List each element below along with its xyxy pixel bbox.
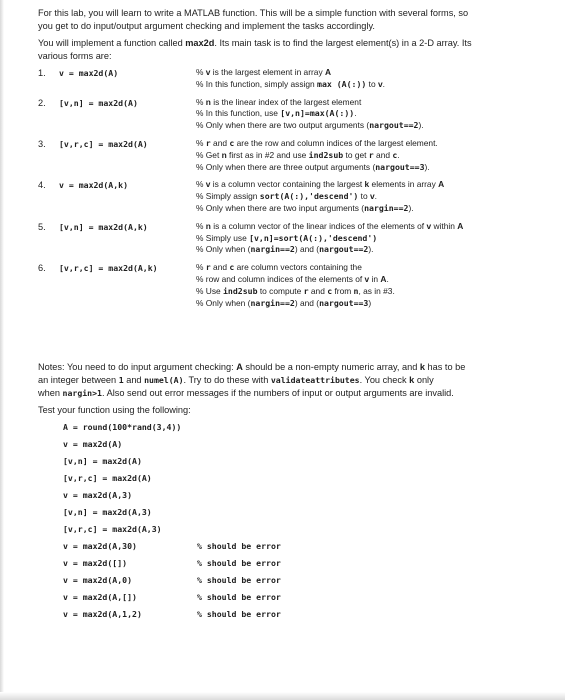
text-run: % Only when there are two output arguments ( bbox=[196, 120, 370, 131]
code-token: nargin==2 bbox=[250, 297, 295, 308]
text-run: from bbox=[332, 285, 354, 296]
description-line bbox=[196, 162, 553, 174]
page-left-edge-shadow bbox=[0, 0, 4, 700]
description-line bbox=[196, 150, 553, 162]
text-run: . bbox=[374, 191, 377, 202]
text-run: is the linear index of the largest element bbox=[210, 96, 362, 107]
form-number: 3. bbox=[38, 138, 46, 149]
text-run: % Simply assign bbox=[196, 191, 260, 202]
text-run: . bbox=[382, 78, 385, 89]
code-token: validateattributes bbox=[270, 375, 360, 386]
text-run: is a column vector of the linear indices of the elements of bbox=[210, 220, 427, 231]
function-forms-list bbox=[38, 67, 553, 309]
bold-token: v bbox=[205, 179, 211, 190]
text-run: to compute bbox=[257, 285, 304, 296]
bold-token: v bbox=[426, 220, 432, 231]
test-comment: % should be error bbox=[197, 575, 281, 586]
bold-token: v bbox=[364, 273, 370, 284]
description-line bbox=[196, 179, 553, 191]
text-run: is a column vector containing the largest bbox=[210, 179, 365, 190]
bold-token: v bbox=[370, 191, 375, 202]
form-number: 6. bbox=[38, 263, 46, 274]
text-run: an integer between bbox=[38, 375, 119, 386]
form-number: 4. bbox=[38, 180, 46, 191]
test-code: v = max2d([]) bbox=[63, 558, 128, 569]
test-code-line bbox=[63, 487, 553, 504]
form-call-syntax: [v,n] = max2d(A) bbox=[59, 97, 138, 108]
text-run: are column vectors containing the bbox=[234, 262, 362, 273]
bold-token: k bbox=[419, 362, 425, 373]
form-call-syntax: [v,n] = max2d(A,k) bbox=[59, 221, 148, 232]
code-token: numel(A) bbox=[144, 375, 184, 386]
test-code-line bbox=[63, 589, 553, 606]
form-description bbox=[196, 97, 553, 132]
text-run: ) and ( bbox=[294, 244, 320, 255]
code-token: r bbox=[205, 137, 211, 148]
bold-token: A bbox=[324, 67, 332, 77]
function-name: max2d bbox=[185, 38, 215, 48]
bold-token: n bbox=[221, 149, 227, 160]
description-line bbox=[196, 262, 553, 274]
code-token: max (A(:)) bbox=[317, 78, 367, 89]
text-run: when bbox=[38, 388, 63, 399]
page-bottom-edge-shadow bbox=[0, 692, 565, 700]
test-code-block bbox=[63, 419, 553, 623]
text-run: ). bbox=[424, 161, 430, 172]
text-run: to get bbox=[343, 149, 369, 160]
text-run: % bbox=[196, 179, 206, 190]
function-form-item bbox=[38, 221, 553, 256]
blank-space bbox=[38, 315, 553, 361]
form-description bbox=[196, 179, 553, 214]
bold-token: A bbox=[457, 220, 464, 231]
form-description bbox=[196, 67, 553, 91]
test-code-line bbox=[63, 555, 553, 572]
notes-line bbox=[38, 361, 553, 374]
test-code: [v,n] = max2d(A,3) bbox=[63, 507, 152, 518]
code-token: 1 bbox=[118, 375, 124, 386]
bold-token: n bbox=[205, 220, 211, 231]
description-line bbox=[196, 203, 553, 215]
test-code: v = max2d(A) bbox=[63, 439, 123, 450]
text-run: only bbox=[414, 375, 434, 386]
implement-text-pre: You will implement a function called bbox=[38, 38, 186, 48]
description-line bbox=[196, 298, 553, 310]
text-run: should be a non-empty numeric array, and bbox=[242, 362, 420, 373]
text-run: % Only when there are two input arguments ( bbox=[196, 202, 365, 213]
test-code: v = max2d(A,1,2) bbox=[63, 609, 142, 620]
code-token: nargout==3 bbox=[375, 161, 425, 172]
text-run: has to be bbox=[425, 362, 466, 373]
form-number: 5. bbox=[38, 221, 46, 232]
text-run: in bbox=[369, 273, 381, 284]
notes-line bbox=[38, 387, 553, 400]
description-line bbox=[196, 138, 553, 150]
form-call-syntax: v = max2d(A) bbox=[59, 68, 119, 78]
form-call-syntax: [v,r,c] = max2d(A) bbox=[59, 138, 148, 149]
implement-line-2: various forms are: bbox=[38, 51, 112, 61]
text-run: . bbox=[354, 108, 357, 119]
text-run: % In this function, simply assign bbox=[196, 78, 318, 89]
code-token: nargout==2 bbox=[319, 244, 369, 255]
code-token: [v,n]=max(A(:)) bbox=[280, 108, 355, 119]
test-code-line bbox=[63, 470, 553, 487]
code-token: nargout==2 bbox=[369, 120, 419, 131]
code-token: c bbox=[229, 137, 235, 148]
text-run: first as in #2 and use bbox=[226, 149, 309, 160]
text-run: ) bbox=[368, 297, 372, 308]
function-form-item bbox=[38, 179, 553, 214]
bold-token: v bbox=[205, 67, 211, 77]
description-line bbox=[196, 191, 553, 203]
bold-token: k bbox=[364, 179, 370, 190]
code-token: r bbox=[205, 262, 211, 273]
text-run: % Only when ( bbox=[196, 244, 251, 255]
text-run: and bbox=[210, 262, 230, 273]
text-run: Notes: You need to do input argument checking: bbox=[38, 362, 237, 373]
form-description bbox=[196, 262, 553, 309]
description-line bbox=[196, 244, 553, 256]
code-token: c bbox=[327, 285, 333, 296]
test-code-line bbox=[63, 436, 553, 453]
text-run: % bbox=[196, 262, 206, 273]
code-token: nargin>1 bbox=[62, 388, 102, 399]
implement-text-post: . Its main task is to find the largest element(s) in a 2-D array. Its bbox=[214, 38, 472, 48]
function-form-item bbox=[38, 67, 553, 91]
code-token: ind2sub bbox=[223, 285, 258, 296]
test-code: A = round(100*rand(3,4)) bbox=[63, 422, 182, 433]
code-token: [v,n]=sort(A(:),'descend') bbox=[249, 232, 378, 243]
description-line bbox=[196, 233, 553, 245]
text-run: . Also send out error messages if the numbers of input or output arguments are invalid. bbox=[101, 388, 454, 399]
text-run: ). bbox=[368, 244, 374, 255]
bold-token: k bbox=[409, 375, 415, 386]
text-run: are the row and column indices of the largest element. bbox=[234, 137, 438, 148]
code-token: nargin==2 bbox=[364, 202, 409, 213]
notes-line bbox=[38, 374, 553, 387]
test-intro: Test your function using the following: bbox=[38, 405, 191, 416]
test-code: v = max2d(A,30) bbox=[63, 541, 137, 552]
test-code-line bbox=[63, 419, 553, 436]
test-comment: % should be error bbox=[197, 558, 281, 569]
text-run: ) and ( bbox=[294, 297, 320, 308]
test-code: v = max2d(A,[]) bbox=[63, 592, 137, 603]
form-description bbox=[196, 138, 553, 173]
text-run: ). bbox=[408, 202, 414, 213]
bold-token: A bbox=[236, 362, 243, 373]
intro-line-2: you get to do input/output argument checking and implement the tasks accordingly. bbox=[38, 21, 375, 31]
test-code-line bbox=[63, 453, 553, 470]
text-run: . You check bbox=[359, 375, 410, 386]
form-description bbox=[196, 221, 553, 256]
text-run: % bbox=[196, 220, 206, 231]
description-line bbox=[196, 274, 553, 286]
text-run: elements in array bbox=[369, 179, 439, 190]
implement-paragraph bbox=[38, 37, 553, 50]
text-run: % bbox=[196, 67, 206, 77]
text-run: % row and column indices of the elements of bbox=[196, 273, 365, 284]
form-call-syntax: v = max2d(A,k) bbox=[59, 180, 129, 191]
text-run: % bbox=[196, 96, 206, 107]
test-code-line bbox=[63, 521, 553, 538]
test-comment: % should be error bbox=[197, 609, 281, 620]
text-run: . Try to do these with bbox=[183, 375, 271, 386]
text-run: . bbox=[397, 149, 400, 160]
text-run: to bbox=[366, 78, 378, 89]
text-run: to bbox=[358, 191, 370, 202]
text-run: and bbox=[308, 285, 328, 296]
description-line bbox=[196, 221, 553, 233]
text-run: is the largest element in array bbox=[210, 67, 325, 77]
test-code: [v,n] = max2d(A) bbox=[63, 456, 142, 467]
test-code: [v,r,c] = max2d(A) bbox=[63, 473, 152, 484]
text-run: % Use bbox=[196, 285, 223, 296]
form-number: 1. bbox=[38, 68, 46, 78]
function-form-item bbox=[38, 138, 553, 173]
description-line bbox=[196, 286, 553, 298]
code-token: r bbox=[303, 285, 309, 296]
test-comment: % should be error bbox=[197, 541, 281, 552]
description-line bbox=[196, 67, 553, 79]
function-form-item bbox=[38, 97, 553, 132]
text-run: ). bbox=[418, 120, 424, 131]
text-run: % Simply use bbox=[196, 232, 250, 243]
description-line bbox=[196, 108, 553, 120]
bold-token: A bbox=[380, 273, 387, 284]
bold-token: A bbox=[438, 179, 445, 190]
test-code: [v,r,c] = max2d(A,3) bbox=[63, 524, 162, 535]
text-run: % Only when there are three output arguments ( bbox=[196, 161, 376, 172]
bold-token: v bbox=[377, 78, 383, 89]
form-number: 2. bbox=[38, 97, 46, 108]
description-line bbox=[196, 79, 553, 91]
intro-line-1: For this lab, you will learn to write a MATLAB function. This will be a simple function with several forms, so bbox=[38, 8, 469, 18]
test-code-line bbox=[63, 572, 553, 589]
code-token: sort(A(:),'descend') bbox=[259, 191, 359, 202]
text-run: and bbox=[373, 149, 393, 160]
description-line bbox=[196, 97, 553, 109]
text-run: and bbox=[123, 375, 145, 386]
text-run: % bbox=[196, 137, 206, 148]
description-line bbox=[196, 120, 553, 132]
code-token: c bbox=[392, 149, 398, 160]
text-run: % Only when ( bbox=[196, 297, 251, 308]
code-token: nargin==2 bbox=[250, 244, 295, 255]
function-form-item bbox=[38, 262, 553, 309]
code-token: r bbox=[368, 149, 374, 160]
text-run: within bbox=[431, 220, 458, 231]
code-token: nargout==3 bbox=[319, 297, 369, 308]
test-code-line bbox=[63, 538, 553, 555]
lab-instructions bbox=[38, 7, 553, 623]
test-comment: % should be error bbox=[197, 592, 281, 603]
text-run: , as in #3. bbox=[358, 285, 395, 296]
text-run: % Get bbox=[196, 149, 222, 160]
code-token: n bbox=[353, 285, 359, 296]
test-code-line bbox=[63, 504, 553, 521]
form-call-syntax: [v,r,c] = max2d(A,k) bbox=[59, 263, 158, 274]
notes-paragraph bbox=[38, 361, 553, 400]
text-run: % In this function, use bbox=[196, 108, 281, 119]
code-token: ind2sub bbox=[308, 149, 344, 160]
text-run: . bbox=[386, 273, 389, 284]
test-code: v = max2d(A,3) bbox=[63, 490, 133, 501]
code-token: c bbox=[229, 262, 235, 273]
test-code: v = max2d(A,0) bbox=[63, 575, 133, 586]
text-run: and bbox=[210, 137, 230, 148]
test-code-line bbox=[63, 606, 553, 623]
bold-token: n bbox=[205, 96, 211, 107]
